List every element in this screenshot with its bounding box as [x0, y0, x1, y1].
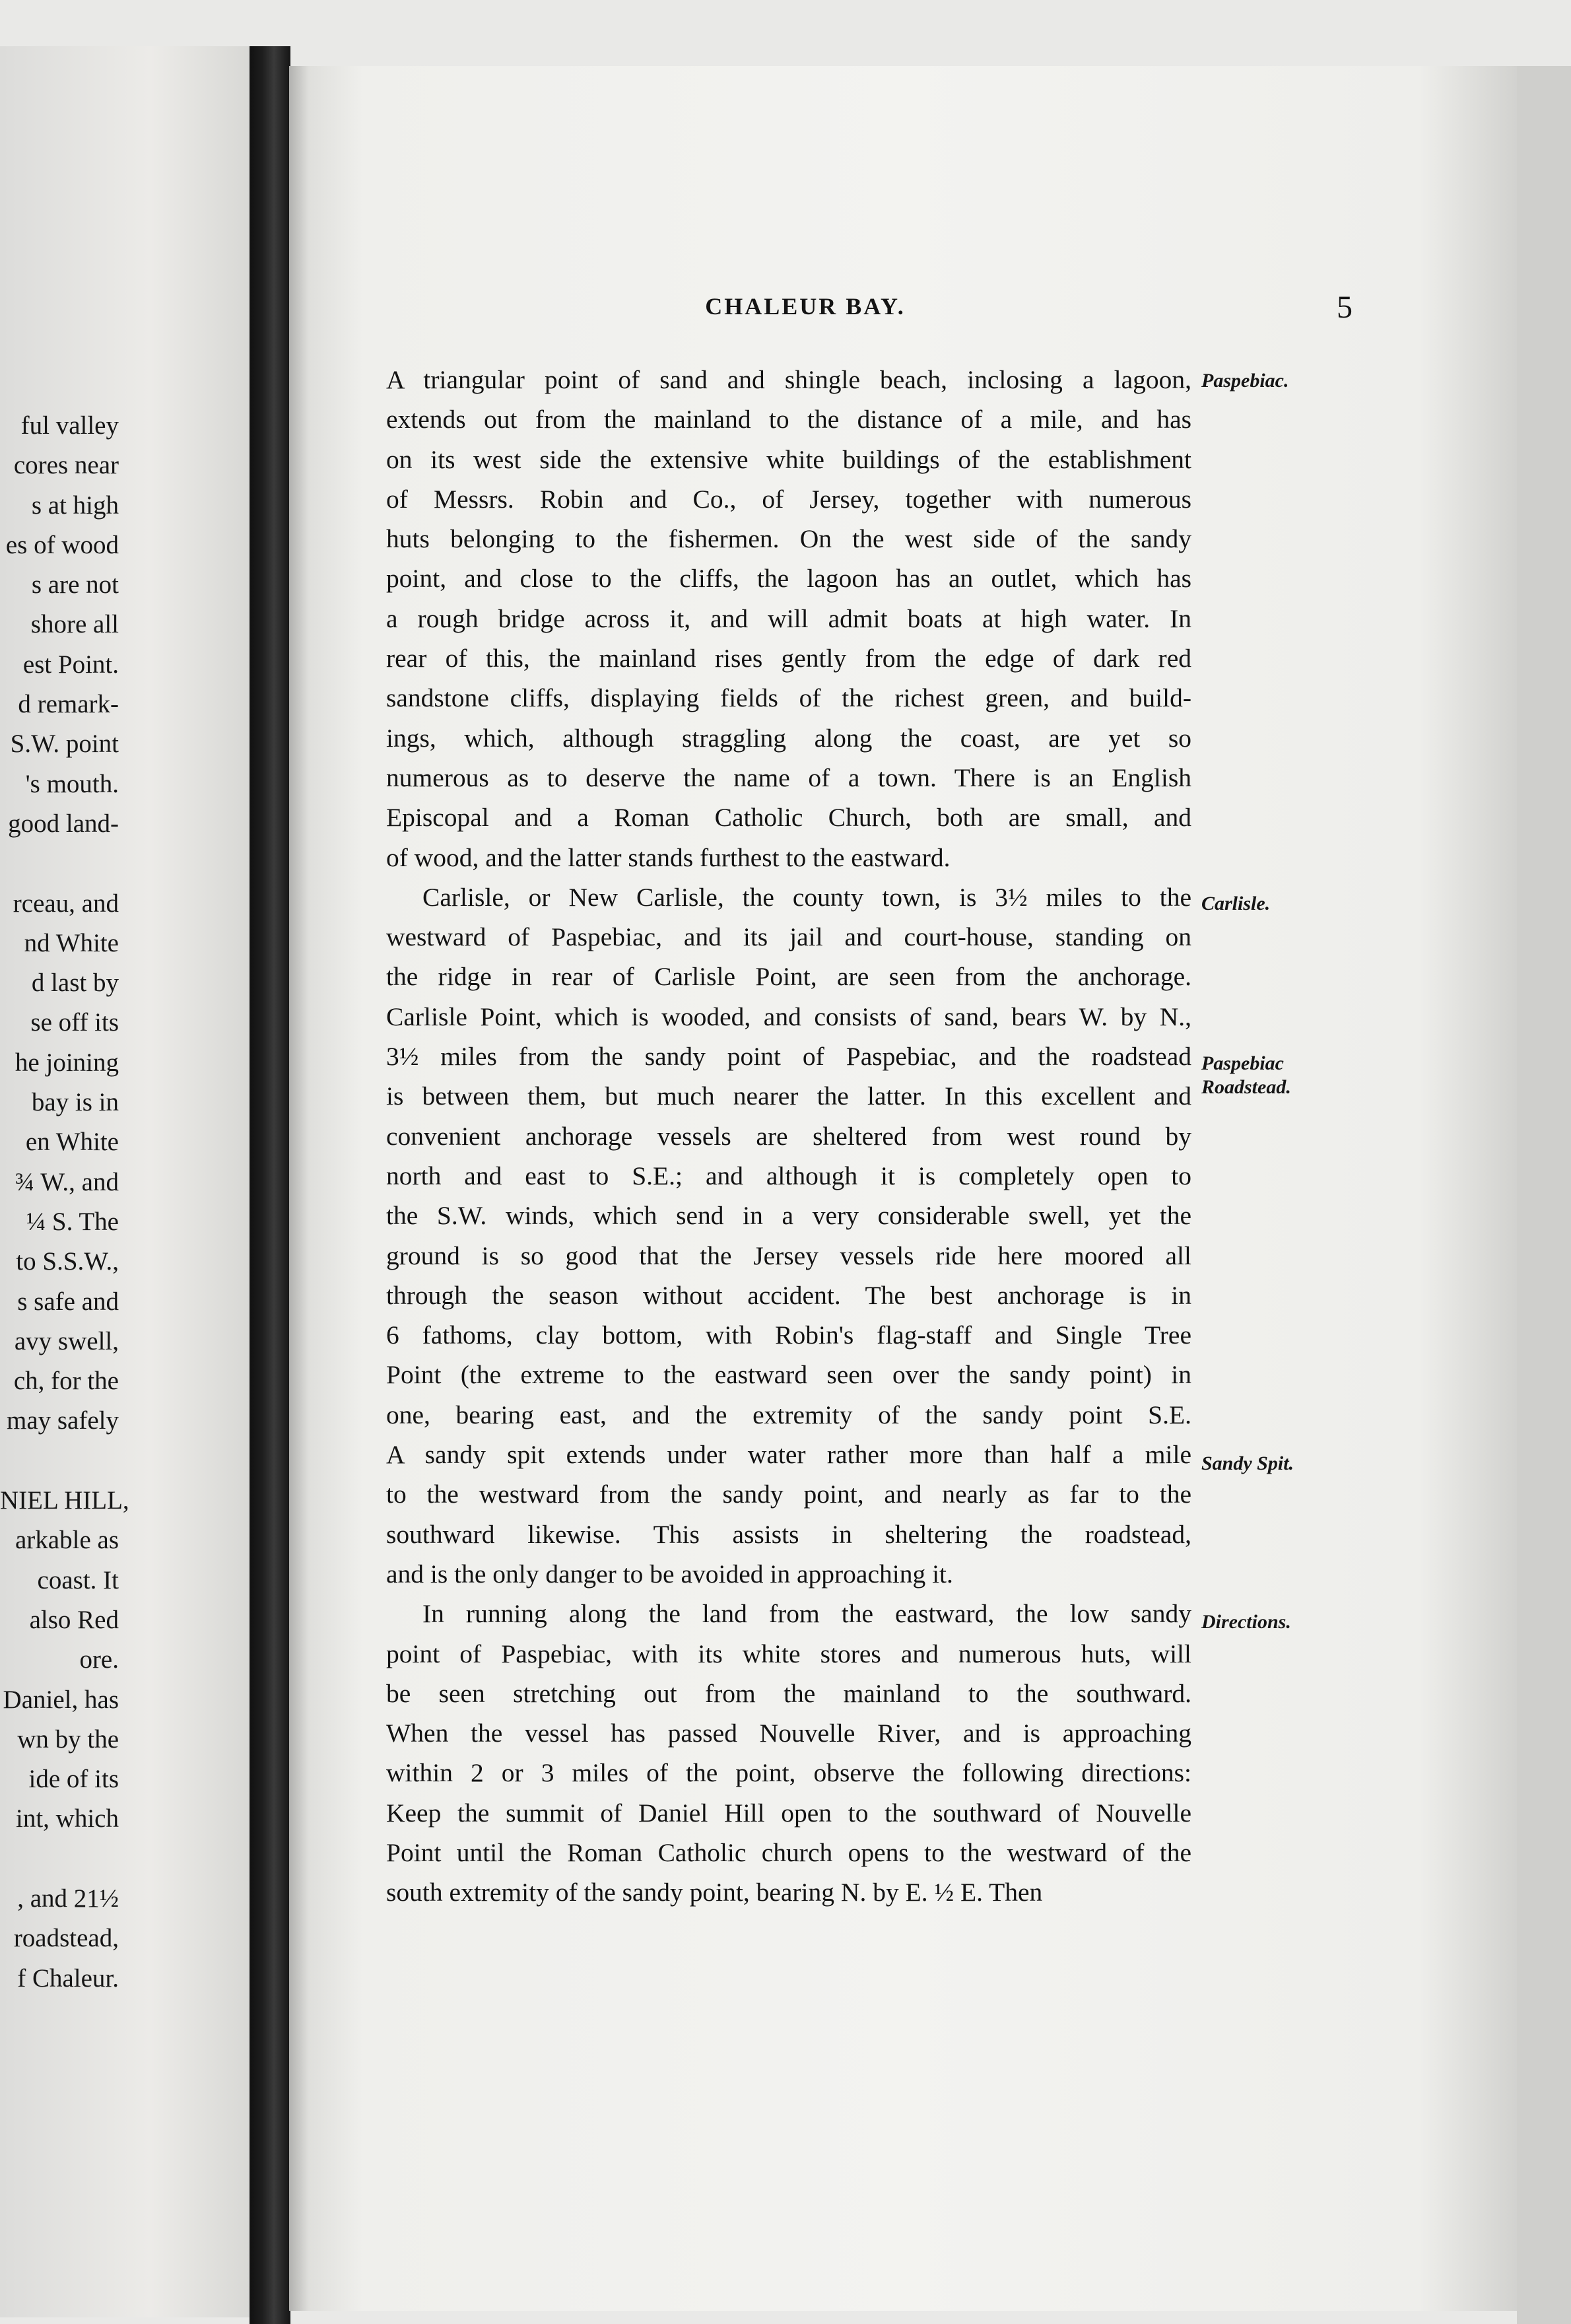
left-page-line: bay is in [31, 1088, 119, 1117]
left-page-line: coast. It [37, 1565, 119, 1594]
left-page-line: shore all [30, 610, 119, 639]
left-page-line: to S.S.W., [16, 1247, 119, 1276]
left-page-line: int, which [16, 1804, 119, 1833]
body-line: point, and close to the cliffs, the lagoon has an outlet, which has [386, 564, 1191, 594]
left-page-line: en White [25, 1128, 119, 1157]
body-line: to the westward from the sandy point, and nearly as far to the [386, 1480, 1191, 1509]
left-page-line: s are not [31, 570, 119, 599]
body-line: point of Paspebiac, with its white stores and numerous huts, will [386, 1639, 1191, 1668]
left-page-line: d last by [31, 969, 119, 998]
left-page-line: NIEL HILL, [0, 1486, 129, 1515]
body-line: In running along the land from the eastward, the low sandy [422, 1599, 1191, 1629]
left-page-line: rceau, and [13, 889, 119, 918]
sidenote-paspebiac-roadstead-2: Roadstead. [1201, 1076, 1291, 1098]
sidenote-sandy-spit: Sandy Spit. [1201, 1452, 1294, 1474]
body-line: the S.W. winds, which send in a very considerable swell, yet the [386, 1201, 1191, 1231]
body-line: numerous as to deserve the name of a town. There is an English [386, 763, 1191, 792]
left-page-line: est Point. [22, 650, 119, 679]
body-line: north and east to S.E.; and although it is completely open to [386, 1161, 1191, 1190]
body-line: a rough bridge across it, and will admit boats at high water. In [386, 603, 1191, 633]
body-line: on its west side the extensive white buildings of the establishment [386, 444, 1191, 474]
page-shadow [289, 66, 309, 2311]
body-line: Keep the summit of Daniel Hill open to the southward of Nouvelle [386, 1798, 1191, 1828]
left-page-line: ide of its [28, 1765, 119, 1794]
body-line: of wood, and the latter stands furthest to the eastward. [386, 842, 951, 872]
left-page-line: s at high [31, 491, 119, 520]
body-line: the ridge in rear of Carlisle Point, are seen from the anchorage. [386, 962, 1191, 992]
sidenote-paspebiac-roadstead-1: Paspebiac [1201, 1052, 1284, 1074]
left-page-line: Daniel, has [3, 1685, 119, 1714]
left-page-line: s safe and [17, 1287, 119, 1316]
left-page-line: , and 21½ [17, 1884, 119, 1913]
left-page-text [0, 406, 129, 1999]
left-page-line: good land- [8, 809, 119, 838]
left-page-line: he joining [15, 1048, 119, 1077]
body-line: ings, which, although straggling along the coast, are yet so [386, 723, 1191, 753]
left-page-line: roadstead, [13, 1924, 119, 1953]
body-line: is between them, but much nearer the latter. In this excellent and [386, 1081, 1191, 1111]
body-line: and is the only danger to be avoided in approaching it. [386, 1559, 953, 1589]
body-line: 6 fathoms, clay bottom, with Robin's flag-staff and Single Tree [386, 1320, 1191, 1350]
left-page-line: es of wood [5, 530, 119, 559]
left-page-line: also Red [29, 1605, 119, 1634]
left-page-line: f Chaleur. [17, 1964, 119, 1993]
body-line: huts belonging to the fishermen. On the west side of the sandy [386, 524, 1191, 554]
body-line: convenient anchorage vessels are sheltered from west round by [386, 1121, 1191, 1151]
body-line: When the vessel has passed Nouvelle River, and is approaching [386, 1719, 1191, 1748]
body-text [386, 360, 1191, 1913]
body-line: A sandy spit extends under water rather more than half a mile [386, 1440, 1191, 1470]
left-page-line: ful valley [20, 411, 119, 440]
left-page-line: d remark- [18, 690, 119, 719]
body-line: Carlisle, or New Carlisle, the county town, is 3½ miles to the [422, 882, 1191, 912]
body-line: A triangular point of sand and shingle beach, inclosing a lagoon, [386, 365, 1191, 394]
sidenote-directions: Directions. [1201, 1611, 1291, 1633]
left-page-line: arkable as [15, 1526, 119, 1555]
body-line: extends out from the mainland to the distance of a mile, and has [386, 405, 1191, 434]
body-line: one, bearing east, and the extremity of the sandy point S.E. [386, 1400, 1191, 1429]
left-page-line: nd White [24, 928, 119, 957]
body-line: Carlisle Point, which is wooded, and consists of sand, bears W. by N., [386, 1002, 1191, 1031]
left-page-fragment [0, 46, 251, 2317]
left-page-line: S.W. point [10, 730, 119, 759]
left-page-line: ¾ W., and [15, 1167, 119, 1196]
running-head: CHALEUR BAY. [705, 293, 906, 320]
body-line: westward of Paspebiac, and its jail and court-house, standing on [386, 922, 1191, 952]
body-line: sandstone cliffs, displaying fields of the richest green, and build- [386, 683, 1191, 713]
body-line: rear of this, the mainland rises gently from the edge of dark red [386, 644, 1191, 673]
left-page-line: 's mouth. [25, 769, 119, 798]
left-page-line: se off its [30, 1008, 119, 1037]
left-page-line: cores near [13, 451, 119, 480]
body-line: ground is so good that the Jersey vessels ride here moored all [386, 1241, 1191, 1270]
page-edge [1517, 66, 1571, 2324]
left-page-line: may safely [6, 1406, 119, 1435]
left-page-line [0, 1839, 119, 1879]
page-number: 5 [1337, 290, 1353, 325]
left-page-line: ore. [79, 1645, 119, 1674]
left-page-line: avy swell, [14, 1326, 119, 1355]
sidenote-paspebiac: Paspebiac. [1201, 370, 1289, 392]
left-page-line [0, 844, 119, 883]
body-line: be seen stretching out from the mainland to the southward. [386, 1678, 1191, 1708]
body-line: Point until the Roman Catholic church opens to the westward of the [386, 1837, 1191, 1867]
left-page-line [0, 1441, 119, 1481]
body-line: Episcopal and a Roman Catholic Church, both are small, and [386, 803, 1191, 833]
body-line: through the season without accident. The best anchorage is in [386, 1280, 1191, 1310]
body-line: of Messrs. Robin and Co., of Jersey, together with numerous [386, 484, 1191, 514]
body-line: southward likewise. This assists in sheltering the roadstead, [386, 1519, 1191, 1549]
left-page-line: ch, for the [13, 1367, 119, 1396]
body-line: south extremity of the sandy point, bearing N. by E. ½ E. Then [386, 1878, 1043, 1907]
binding-gutter [250, 46, 290, 2324]
left-page-line: wn by the [17, 1725, 119, 1754]
sidenote-carlisle: Carlisle. [1201, 893, 1271, 914]
body-line: 3½ miles from the sandy point of Paspebiac, and the roadstead [386, 1042, 1191, 1072]
body-line: Point (the extreme to the eastward seen over the sandy point) in [386, 1360, 1191, 1390]
left-page-line: ¼ S. The [26, 1207, 119, 1236]
body-line: within 2 or 3 miles of the point, observe the following directions: [386, 1758, 1191, 1788]
